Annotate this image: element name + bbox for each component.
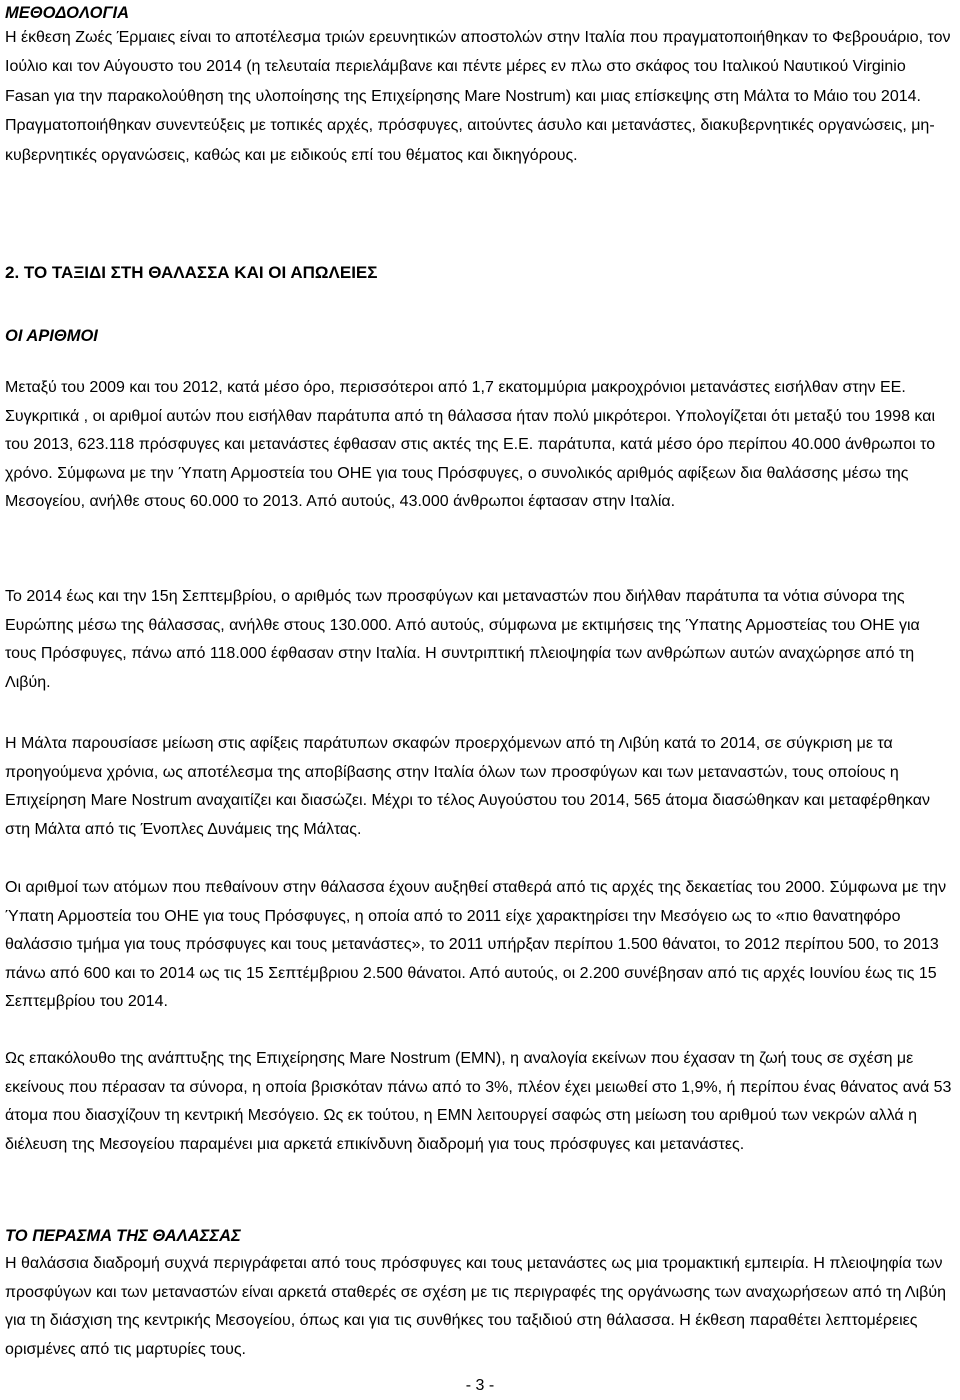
numbers-heading: ΟΙ ΑΡΙΘΜΟΙ [5, 327, 98, 345]
numbers-paragraph-4: Οι αριθμοί των ατόμων που πεθαίνουν στην θάλασσα έχουν αυξηθεί σταθερά από τις αρχές της δεκαετίας του 2000. Σύμφωνα με την Ύπατη Αρμοστεία του ΟΗΕ για τους Πρόσφυγες, η οποία από το 2011 είχε χαρακτηρίσει την Μεσόγειο ως το «πιο θανατηφόρο θαλάσσιο τμήμα για τους πρόσφυγες και τους μετανάστες», το 2011 υπήρξαν περίπου 1.500 θάνατοι, το 2012 περίπου 500, το 2013 πάνω από 600 και το 2014 ως τις 15 Σεπτέμβριου 2.500 θάνατοι. Από αυτούς, οι 2.200 συνέβησαν από τις αρχές Ιουνίου έως τις 15 Σεπτεμβρίου του 2014. [5, 879, 947, 1011]
methodology-heading: ΜΕΘΟΔΟΛΟΓΙΑ [5, 4, 130, 22]
numbers-paragraph-3: Η Μάλτα παρουσίασε μείωση στις αφίξεις παράτυπων σκαφών προερχόμενων από τη Λιβύη κατά το 2014, σε σύγκριση με τα προηγούμενα χρόνια, ως αποτέλεσμα της αποβίβασης στην Ιταλία όλων των προσφύγων και των μεταναστών, τους οποίους η Επιχείρηση Mare Nostrum αναχαιτίζει και διασώζει. Μέχρι το τέλος Αυγούστου του 2014, 565 άτομα διασώθηκαν και μεταφέρθηκαν στη Μάλτα από τις Ένοπλες Δυνάμεις της Μάλτας. [5, 735, 930, 838]
numbers-paragraph-5: Ως επακόλουθο της ανάπτυξης της Επιχείρησης Mare Nostrum (EMN), η αναλογία εκείνων που έχασαν τη ζωή τους σε σχέση με εκείνους που πέρασαν τα σύνορα, η οποία βρισκόταν πάνω από το 3%, πλέον έχει μειωθεί στο 1,9%, ή περίπου ένας θάνατος ανά 53 άτομα που διασχίζουν τη κεντρική Μεσόγειο. Ως εκ τούτου, η EMN λειτουργεί σαφώς στη μείωση του αριθμού των νεκρών αλλά η διέλευση της Μεσογείου παραμένει μια αρκετά επικίνδυνη διαδρομή για τους πρόσφυγες και μετανάστες. [5, 1050, 952, 1153]
crossing-heading: ΤΟ ΠΕΡΑΣΜΑ ΤΗΣ ΘΑΛΑΣΣΑΣ [5, 1227, 241, 1245]
numbers-paragraph-1: Μεταξύ του 2009 και του 2012, κατά μέσο όρο, περισσότεροι από 1,7 εκατομμύρια μακροχρόνιοι μετανάστες εισήλθαν στην ΕΕ. Συγκριτικά , οι αριθμοί αυτών που εισήλθαν παράτυπα από τη θάλασσα ήταν πολύ μικρότεροι. Υπολογίζεται ότι μεταξύ του 1998 και του 2013, 623.118 πρόσφυγες και μετανάστες έφθασαν στις ακτές της Ε.Ε. παράτυπα, κατά μέσο όρο περίπου 40.000 άνθρωποι το χρόνο. Σύμφωνα με την Ύπατη Αρμοστεία του ΟΗΕ για τους Πρόσφυγες, ο συνολικός αριθμός αφίξεων δια θαλάσσης μέσω της Μεσογείου, ανήλθε στους 60.000 το 2013. Από αυτούς, 43.000 άνθρωποι έφτασαν στην Ιταλία. [5, 379, 936, 511]
numbers-paragraph-2: Το 2014 έως και την 15η Σεπτεμβρίου, ο αριθμός των προσφύγων και μεταναστών που διήλθαν παράτυπα τα νότια σύνορα της Ευρώπης μέσω της θάλασσας, ανήλθε στους 130.000. Από αυτούς, σύμφωνα με εκτιμήσεις της Ύπατης Αρμοστείας του ΟΗΕ για τους Πρόσφυγες, πάνω από 118.000 έφθασαν στην Ιταλία. Η συντριπτική πλειοψηφία των ανθρώπων αυτών αναχώρησε από τη Λιβύη. [5, 588, 920, 691]
section-2-heading: 2. ΤΟ ΤΑΞΙΔΙ ΣΤΗ ΘΑΛΑΣΣΑ ΚΑΙ ΟΙ ΑΠΩΛΕΙΕΣ [5, 263, 378, 282]
page-number: - 3 - [465, 1377, 495, 1394]
crossing-paragraph: Η θαλάσσια διαδρομή συχνά περιγράφεται από τους πρόσφυγες και τους μετανάστες ως μια τρομακτική εμπειρία. Η πλειοψηφία των προσφύγων και των μεταναστών είναι αρκετά σταθερές σε σχέση με τις περιγραφές της οργάνωσης των αναχωρήσεων από τη Λιβύη για τη διάσχιση της κεντρικής Μεσογείου, όπως και για τις συνθήκες του ταξιδιού στη θάλασσα. Η έκθεση παραθέτει λεπτομέρειες ορισμένες από τις μαρτυρίες τους. [5, 1255, 947, 1358]
methodology-paragraph: Η έκθεση Ζωές Έρμαιες είναι το αποτέλεσμα τριών ερευνητικών αποστολών στην Ιταλία που πραγματοποιήθηκαν το Φεβρουάριο, τον Ιούλιο και τον Αύγουστο του 2014 (η τελευταία περιελάμβανε και πέντε μέρες εν πλω στο σκάφος του Ιταλικού Ναυτικού Virginio Fasan για την παρακολούθηση της υλοποίησης της Επιχείρησης Mare Nostrum) και μιας επίσκεψης στη Μάλτα το Μάιο του 2014. Πραγματοποιήθηκαν συνεντεύξεις με τοπικές αρχές, πρόσφυγες, αιτούντες άσυλο και μετανάστες, διακυβερνητικές οργανώσεις, μη-κυβερνητικές οργανώσεις, καθώς και με ειδικούς επί του θέματος και δικηγόρους. [5, 29, 951, 164]
